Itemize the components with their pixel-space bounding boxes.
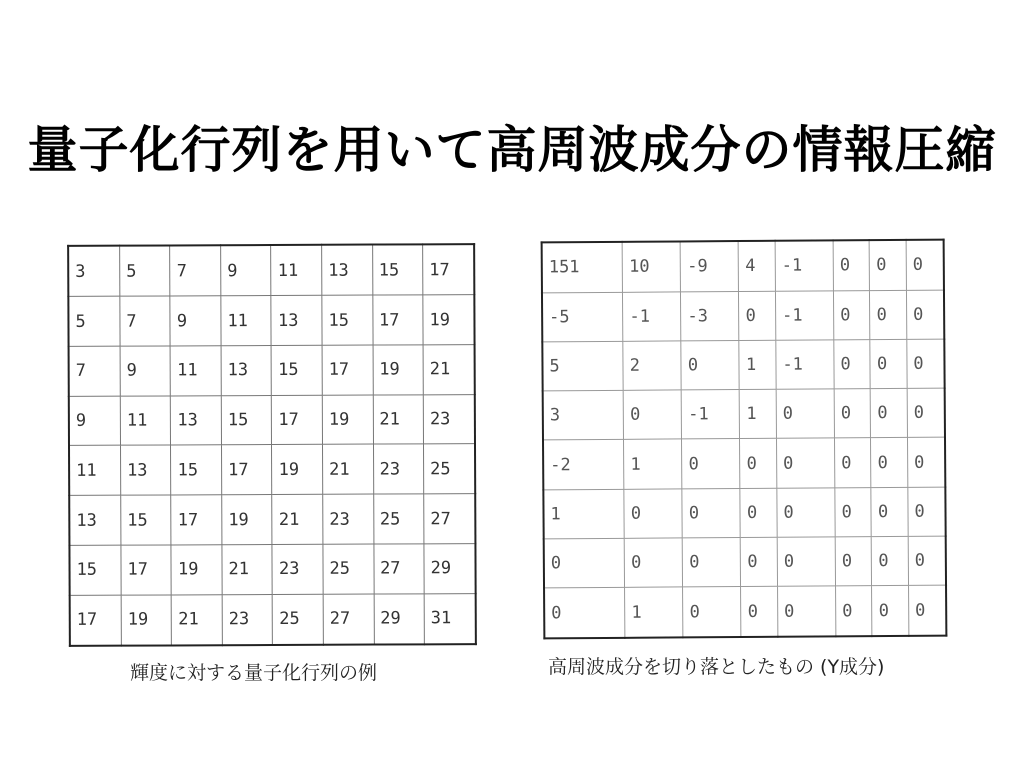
matrix-row	[542, 290, 944, 342]
matrix-row	[543, 487, 945, 539]
matrix-cell: 27	[323, 594, 374, 645]
matrix-cell: 19	[121, 595, 172, 646]
quantization-matrix-caption: 輝度に対する量子化行列の例	[130, 662, 378, 684]
matrix-cell: 0	[624, 538, 682, 588]
matrix-cell: 23	[272, 544, 323, 594]
matrix-cell: 0	[624, 489, 682, 539]
matrix-cell: 7	[69, 346, 121, 396]
matrix-cell: 0	[683, 587, 741, 638]
matrix-cell: 0	[908, 585, 946, 636]
matrix-row	[542, 240, 944, 293]
matrix-cell: 4	[739, 241, 776, 292]
matrix-cell: 0	[776, 438, 834, 488]
matrix-cell: 1	[739, 340, 776, 389]
matrix-cell: 5	[120, 245, 171, 296]
matrix-cell: 7	[170, 245, 221, 296]
matrix-cell: 15	[121, 495, 172, 545]
matrix-cell: 23	[373, 444, 424, 494]
matrix-cell: 15	[69, 545, 121, 595]
matrix-cell: 11	[69, 446, 121, 496]
matrix-cell: 0	[906, 290, 944, 339]
matrix-cell: -1	[623, 292, 681, 342]
matrix-row	[69, 444, 475, 495]
matrix-row	[543, 388, 945, 440]
matrix-cell: 17	[70, 595, 122, 646]
matrix-cell: 0	[908, 536, 946, 585]
matrix-cell: 25	[273, 594, 324, 645]
matrix-cell: 9	[170, 296, 221, 346]
matrix-cell: 0	[682, 439, 740, 489]
matrix-cell: 25	[424, 444, 476, 494]
matrix-cell: 25	[373, 494, 424, 544]
matrix-cell: 19	[322, 395, 373, 445]
matrix-cell: 0	[870, 240, 907, 291]
matrix-cell: 15	[322, 295, 373, 345]
matrix-cell: 17	[372, 295, 423, 345]
matrix-cell: 0	[836, 586, 873, 637]
matrix-cell: 13	[69, 495, 121, 545]
matrix-cell: 0	[835, 438, 872, 487]
matrix-cell: 0	[623, 390, 681, 440]
matrix-cell: 19	[373, 345, 424, 395]
matrix-cell: 29	[424, 544, 476, 594]
matrix-cell: 1	[624, 439, 682, 489]
matrix-cell: 11	[120, 396, 171, 446]
matrix-cell: 0	[872, 536, 909, 585]
matrix-cell: -1	[776, 340, 834, 390]
matrix-cell: 0	[835, 537, 872, 586]
matrix-cell: 23	[222, 594, 273, 645]
matrix-row	[69, 394, 475, 445]
matrix-cell: 3	[68, 246, 120, 297]
matrix-cell: 0	[834, 389, 871, 438]
slide-title: 量子化行列を用いて高周波成分の情報圧縮	[27, 121, 997, 179]
matrix-cell: 21	[373, 395, 424, 445]
matrix-cell: 21	[272, 494, 323, 544]
matrix-cell: 15	[372, 244, 423, 295]
matrix-cell: 0	[740, 488, 777, 537]
matrix-cell: 0	[741, 537, 778, 586]
matrix-cell: 0	[777, 586, 835, 637]
matrix-row	[68, 244, 474, 297]
matrix-cell: 0	[907, 339, 945, 388]
matrix-cell: -5	[542, 292, 623, 342]
matrix-cell: 17	[121, 545, 172, 595]
matrix-cell: 1	[543, 489, 624, 539]
matrix-cell: 15	[272, 345, 323, 395]
matrix-cell: 7	[120, 296, 171, 346]
matrix-cell: 0	[834, 340, 871, 389]
matrix-cell: 0	[741, 586, 778, 637]
matrix-cell: 31	[424, 593, 476, 644]
matrix-cell: 17	[272, 395, 323, 445]
matrix-cell: 5	[542, 341, 623, 391]
matrix-cell: 1	[740, 390, 777, 439]
matrix-cell: 0	[907, 388, 945, 437]
matrix-row	[68, 295, 474, 346]
matrix-cell: 0	[683, 537, 741, 587]
matrix-cell: 25	[323, 544, 374, 594]
matrix-cell: 9	[69, 396, 121, 446]
matrix-cell: 0	[681, 341, 739, 391]
matrix-cell: 11	[171, 346, 222, 396]
matrix-cell: 13	[271, 296, 322, 346]
matrix-cell: 0	[906, 240, 944, 291]
matrix-row	[544, 585, 946, 638]
matrix-cell: 13	[171, 396, 222, 446]
matrix-cell: 27	[424, 494, 476, 544]
matrix-cell: 0	[740, 439, 777, 488]
matrix-cell: 29	[374, 593, 425, 644]
matrix-cell: 9	[120, 346, 171, 396]
matrix-cell: 0	[871, 438, 908, 487]
matrix-cell: 0	[907, 438, 945, 487]
matrix-cell: 0	[872, 585, 909, 636]
matrix-cell: -1	[682, 390, 740, 440]
matrix-cell: 21	[222, 544, 273, 594]
matrix-cell: 19	[423, 295, 475, 345]
matrix-cell: 21	[322, 445, 373, 495]
matrix-cell: 13	[120, 445, 171, 495]
matrix-cell: 9	[221, 245, 272, 296]
matrix-row	[69, 494, 475, 545]
matrix-cell: 0	[777, 537, 835, 587]
matrix-cell: -9	[680, 241, 738, 292]
matrix-cell: 23	[423, 394, 475, 444]
matrix-cell: -2	[543, 440, 624, 490]
matrix-cell: 0	[776, 389, 834, 439]
matrix-row	[544, 536, 946, 588]
matrix-cell: 17	[221, 445, 272, 495]
matrix-cell: 19	[171, 545, 222, 595]
matrix-cell: -1	[775, 291, 833, 341]
matrix-cell: 10	[622, 241, 680, 292]
matrix-cell: 17	[171, 495, 222, 545]
matrix-cell: 13	[221, 346, 272, 396]
matrix-cell: 23	[323, 494, 374, 544]
matrix-cell: 0	[908, 487, 946, 536]
quantization-matrix-body	[68, 244, 476, 646]
matrix-cell: 0	[739, 291, 776, 340]
matrix-cell: 17	[322, 345, 373, 395]
matrix-cell: 11	[271, 245, 322, 296]
matrix-cell: 0	[682, 488, 740, 538]
matrix-cell: 3	[543, 391, 624, 441]
matrix-row	[69, 345, 475, 396]
matrix-cell: 0	[833, 240, 870, 291]
matrix-row	[70, 593, 476, 646]
truncated-coefficients-table	[541, 239, 948, 640]
matrix-row	[542, 339, 944, 391]
truncated-coefficients-caption: 高周波成分を切り落としたもの (Y成分)	[548, 656, 885, 678]
matrix-row	[543, 438, 945, 490]
matrix-cell: 27	[373, 544, 424, 594]
matrix-cell: 1	[625, 587, 683, 638]
matrix-cell: 0	[833, 290, 870, 339]
matrix-cell: 19	[272, 445, 323, 495]
matrix-cell: 0	[777, 488, 835, 538]
matrix-cell: 0	[544, 587, 625, 638]
matrix-cell: 151	[542, 242, 623, 293]
matrix-cell: 15	[171, 445, 222, 495]
matrix-cell: 11	[221, 296, 272, 346]
matrix-cell: 5	[68, 297, 120, 347]
matrix-cell: 2	[623, 341, 681, 391]
quantization-matrix-table	[67, 243, 477, 647]
matrix-cell: 0	[544, 538, 625, 588]
matrix-cell: -3	[681, 291, 739, 341]
matrix-cell: 13	[322, 245, 373, 296]
matrix-cell: 0	[871, 487, 908, 536]
matrix-cell: 0	[871, 389, 908, 438]
matrix-cell: 19	[222, 495, 273, 545]
matrix-cell: 17	[423, 244, 475, 295]
matrix-cell: -1	[775, 240, 833, 291]
matrix-row	[69, 544, 475, 595]
matrix-cell: 0	[870, 290, 907, 339]
matrix-cell: 0	[870, 339, 907, 388]
matrix-cell: 21	[172, 594, 223, 645]
matrix-cell: 15	[221, 395, 272, 445]
truncated-coefficients-body	[542, 240, 947, 639]
matrix-cell: 21	[423, 345, 475, 395]
matrix-cell: 0	[835, 487, 872, 536]
